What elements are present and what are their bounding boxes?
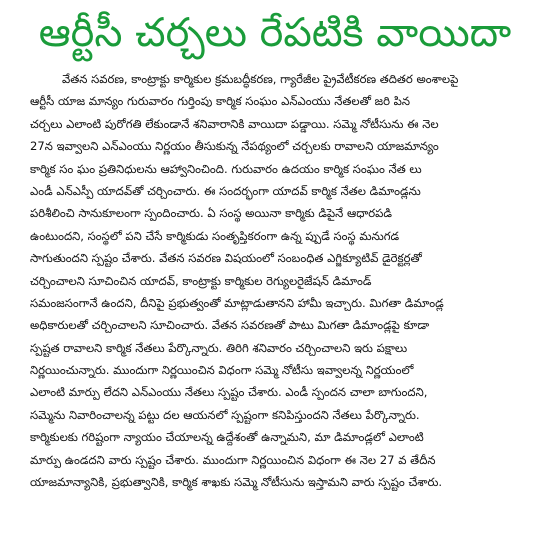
article-line: యాజమాన్యానికి, ప్రభుత్వానికి, కార్మిక శాఖకు సమ్మె నోటీసును ఇస్తామని వారు స్పష్టం చేశారు. xyxy=(30,475,443,490)
article-line: మార్పు ఉండదని వారు స్పష్టం చేశారు. ముందుగా నిర్ణయించిన విధంగా ఈ నెల 27 వ తేదీన xyxy=(30,452,436,467)
article-line: సాగుతుందని స్పష్టం చేశారు. వేతన సవరణ విషయంలో సంబంధిత ఎగ్జిక్యూటివ్ డైరెక్టర్లతో xyxy=(30,251,422,266)
article-line: అధికారులతో చర్చించాలని సూచించారు. వేతన సవరణతో పాటు మిగతా డిమాండ్లపై కూడా xyxy=(30,318,430,333)
article-line: చర్చించాలని సూచించిన యాదవ్, కాంట్రాక్టు కార్మికుల రెగ్యులరైజేషన్ డిమాండ్ xyxy=(30,273,372,288)
article-line: ఆర్టీసీ యాజ మాన్యం గురువారం గుర్తింపు కార్మిక సంఘం ఎన్ఎంయు నేతలతో జరి పిన xyxy=(30,94,411,109)
article-line: సమ్మెను నివారించాలన్న పట్టు దల ఆయనలో స్పష్టంగా కనిపిస్తుందని నేతలు పేర్కొన్నారు. xyxy=(30,407,420,422)
article-line: వేతన సవరణ, కాంట్రాక్టు కార్మికుల క్రమబద్ధీకరణ, గ్యారేజీల ప్రైవేటీకరణ తదితర అంశాలపై xyxy=(62,72,459,86)
article-line: నిర్ణయించున్నారు. ముందుగా నిర్ణయించిన విధంగా సమ్మె నోటీసు ఇవ్వాలన్న నిర్ణయంలో xyxy=(30,363,414,378)
article-line: స్పష్టత రావాలని కార్మిక నేతలు పేర్కొన్నారు. తిరిగి శనివారం చర్చించాలని ఇరు పక్షాలు xyxy=(30,340,408,355)
article-line: 27న ఇవ్వాలని ఎన్ఎంయు నిర్ణయం తీసుకున్న నేపథ్యంలో చర్చలకు రావాలని యాజమాన్యం xyxy=(30,139,439,154)
article-line: ఉంటుందని, సంస్థలో పని చేసే కార్మికుడు సంతృప్తికరంగా ఉన్న ప్పుడే సంస్థ మనుగడ xyxy=(30,228,400,243)
article-line: కార్మిక సం ఘం ప్రతినిధులను ఆహ్వానించింది. గురువారం ఉదయం కార్మిక సంఘం నేత లు xyxy=(30,161,422,176)
article-line: చర్చలు ఎలాంటి పురోగతి లేకుండానే శనివారానికి వాయిదా పడ్డాయి. సమ్మె నోటీసును ఈ నెల xyxy=(30,116,439,131)
article-body xyxy=(30,68,524,493)
headline: ఆర్టీసీ చర్చలు రేపటికి వాయిదా xyxy=(38,10,512,56)
article-line: సమంజసంగానే ఉందని, దీనిపై ప్రభుత్వంతో మాట్లాడుతానని హామీ ఇచ్చారు. మిగతా డిమాండ్ల xyxy=(30,295,444,310)
article-line: ఎండీ ఎన్ఎస్పీ యాదవ్‌తో చర్చించారు. ఈ సందర్భంగా యాదవ్ కార్మిక నేతల డిమాండ్లను xyxy=(30,183,421,198)
article-line: పరిశీలించి సానుకూలంగా స్పందించారు. ఏ సంస్థ అయినా కార్మికు డిపైనే ఆధారపడి xyxy=(30,206,392,221)
article-line: కార్మికులకు గరిష్టంగా న్యాయం చేయాలన్న ఉద్దేశంతో ఉన్నామని, మా డిమాండ్లలో ఎలాంటి xyxy=(30,430,424,445)
article-line: ఎలాంటి మార్పు లేదని ఎన్ఎంయు నేతలు స్పష్టం చేశారు. ఎండీ స్పందన చాలా బాగుందని, xyxy=(30,385,428,400)
